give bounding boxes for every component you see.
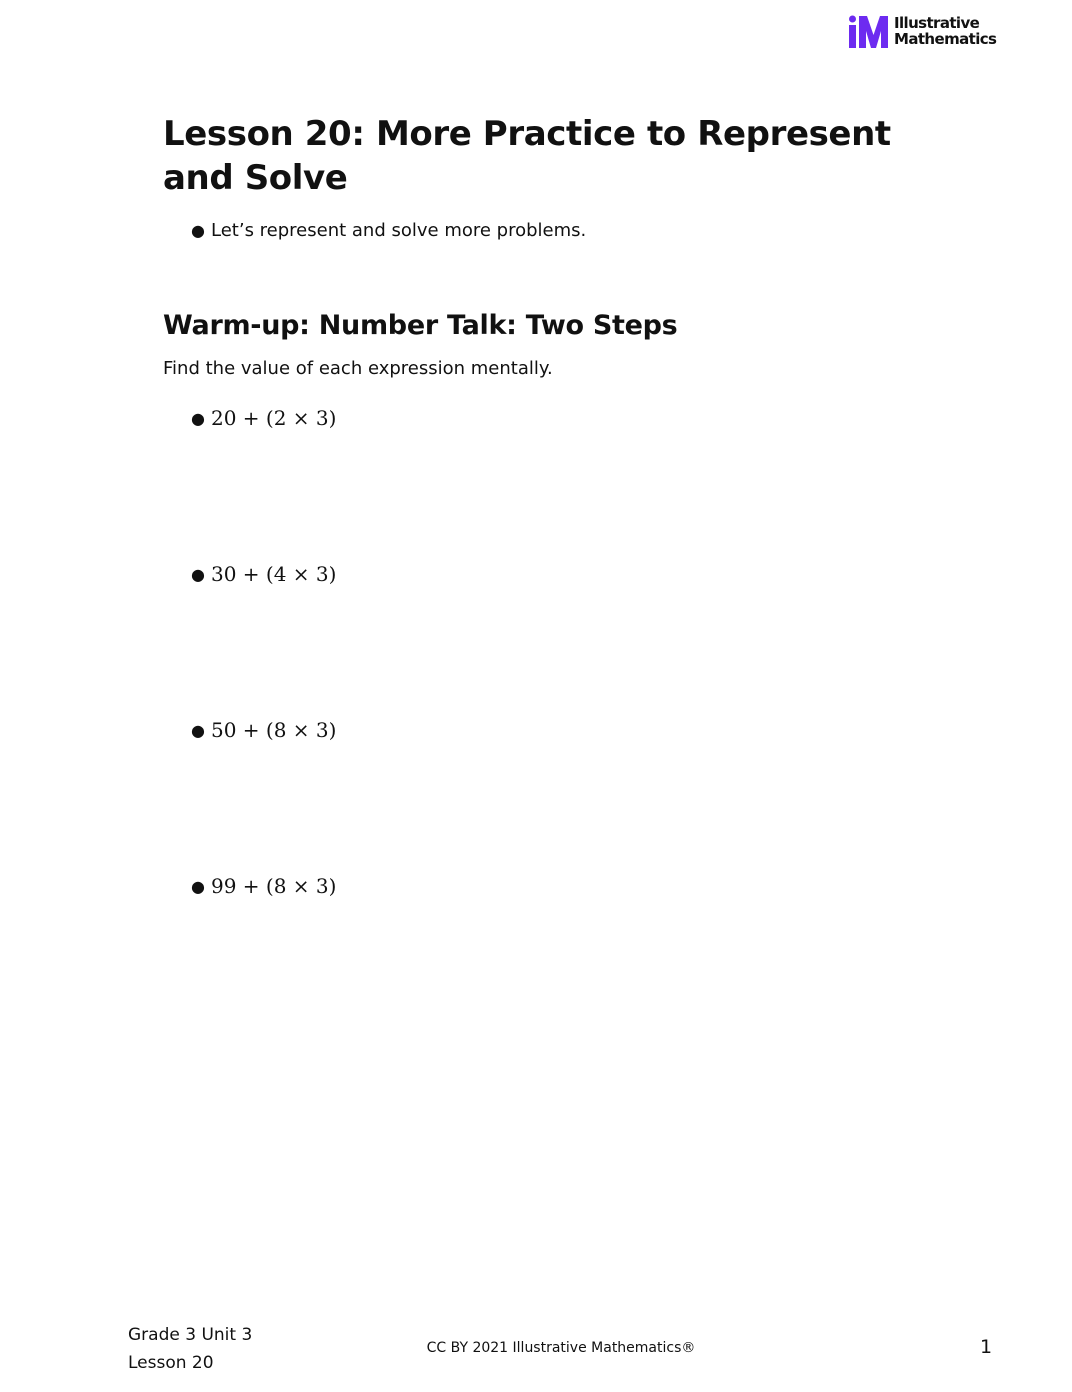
- bullet-icon: ●: [191, 877, 205, 896]
- learning-goal: [191, 218, 586, 244]
- expression-item: [191, 405, 336, 431]
- bullet-icon: ●: [191, 721, 205, 740]
- expression-item: [191, 717, 336, 743]
- learning-goal-text: Let’s represent and solve more problems.: [211, 220, 587, 241]
- page-title: Lesson 20: More Practice to Represent and Solve: [163, 114, 891, 198]
- bullet-icon: ●: [191, 221, 205, 240]
- bullet-icon: ●: [191, 409, 205, 428]
- logo-line-1: Illustrative: [894, 14, 980, 32]
- brand-logo: [848, 15, 998, 51]
- expression-text: 30 + (4 × 3): [211, 562, 337, 586]
- expression-text: 99 + (8 × 3): [211, 874, 337, 898]
- footer-lesson: Lesson 20: [128, 1353, 214, 1373]
- page-number: 1: [980, 1336, 993, 1358]
- expression-text: 50 + (8 × 3): [211, 718, 337, 742]
- logo-line-2: Mathematics: [894, 30, 997, 48]
- footer-license: CC BY 2021 Illustrative Mathematics®: [426, 1340, 696, 1356]
- expression-item: [191, 561, 336, 587]
- expression-text: 20 + (2 × 3): [211, 406, 337, 430]
- footer-course: Grade 3 Unit 3: [128, 1325, 253, 1345]
- im-logo-icon: [848, 15, 890, 49]
- logo-wordmark: [894, 15, 996, 47]
- instructions: Find the value of each expression mentally.: [163, 358, 553, 379]
- expression-item: [191, 873, 336, 899]
- bullet-icon: ●: [191, 565, 205, 584]
- section-title: Warm-up: Number Talk: Two Steps: [163, 310, 678, 341]
